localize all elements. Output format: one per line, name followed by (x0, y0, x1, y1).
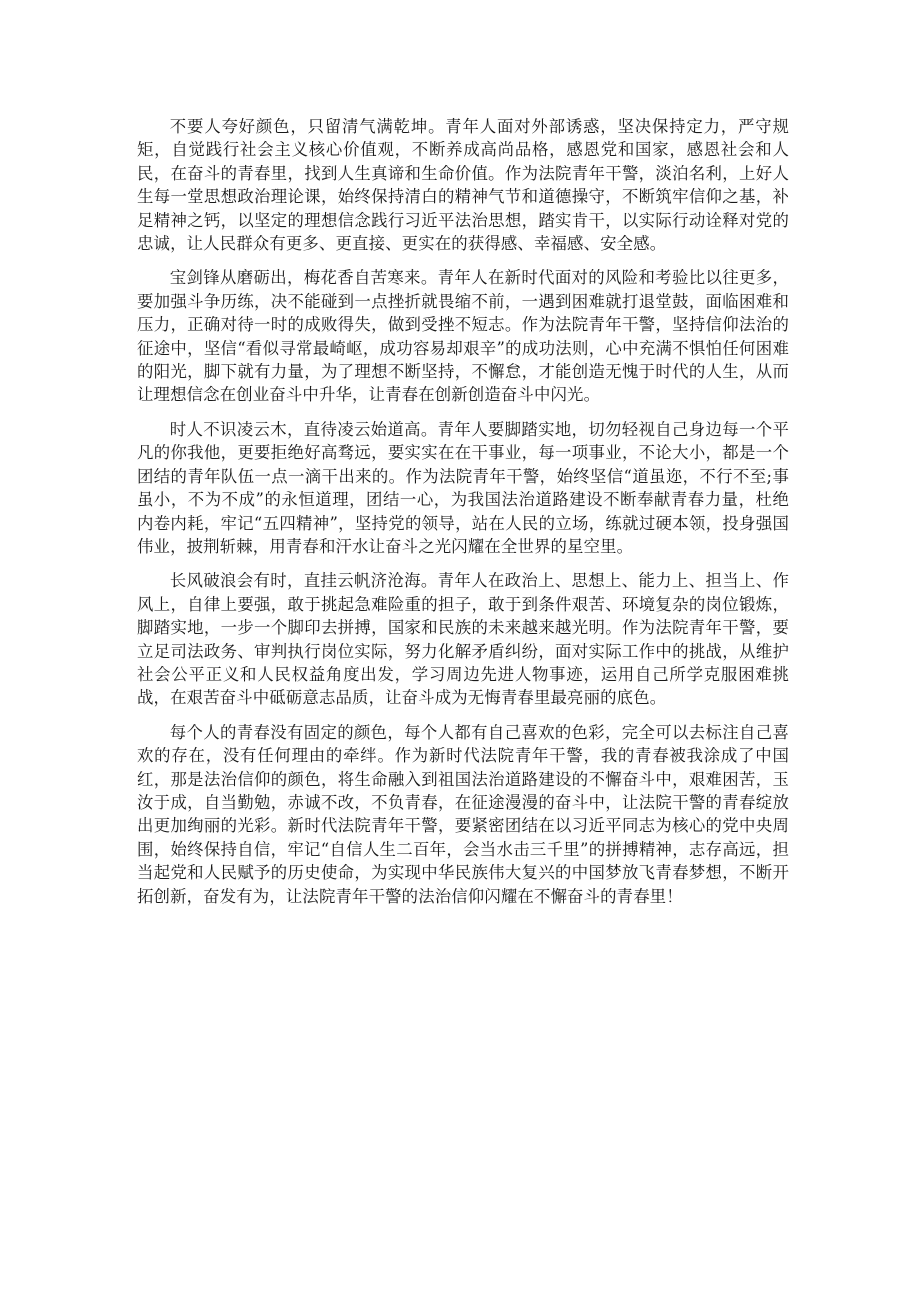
paragraph-5: 每个人的青春没有固定的颜色，每个人都有自己喜欢的色彩，完全可以去标注自己喜欢的存在，没有任何理由的牵绊。作为新时代法院青年干警，我的青春被我涂成了中国红，那是法治信仰的颜色，将生命融入到祖国法治道路建设的不懈奋斗中，艰难困苦，玉汝于成，自当勤勉，赤诚不改，不负青春，在征途漫漫的奋斗中，让法院干警的青春绽放出更加绚丽的光彩。新时代法院青年干警，要紧密团结在以习近平同志为核心的党中央周围，始终保持自信，牢记“自信人生二百年，会当水击三千里”的拼搏精神，志存高远，担当起党和人民赋予的历史使命，为实现中华民族伟大复兴的中国梦放飞青春梦想，不断开拓创新，奋发有为，让法院青年干警的法治信仰闪耀在不懈奋斗的青春里！ (137, 722, 789, 906)
paragraph-2: 宝剑锋从磨砺出，梅花香自苦寒来。青年人在新时代面对的风险和考验比以往更多，要加强斗争历练，决不能碰到一点挫折就畏缩不前，一遇到困难就打退堂鼓，面临困难和压力，正确对待一时的成败得失，做到受挫不短志。作为法院青年干警，坚持信仰法治的征途中，坚信“看似寻常最崎岖，成功容易却艰辛”的成功法则，心中充满不惧怕任何困难的阳光，脚下就有力量，为了理想不断坚持，不懈怠，才能创造无愧于时代的人生，从而让理想信念在创业奋斗中升华，让青春在创新创造奋斗中闪光。 (137, 268, 789, 405)
paragraph-3: 时人不识凌云木，直待凌云始道高。青年人要脚踏实地，切勿轻视自己身边每一个平凡的你我他，更要拒绝好高骛远，要实实在在干事业，每一项事业，不论大小，都是一个团结的青年队伍一点一滴干出来的。作为法院青年干警，始终坚信“道虽迩，不行不至;事虽小，不为不成”的永恒道理，团结一心，为我国法治道路建设不断奉献青春力量，杜绝内卷内耗，牢记“五四精神”，坚持党的领导，站在人民的立场，练就过硬本领，投身强国伟业，披荆斩棘，用青春和汗水让奋斗之光闪耀在全世界的星空里。 (137, 419, 789, 556)
paragraph-4: 长风破浪会有时，直挂云帆济沧海。青年人在政治上、思想上、能力上、担当上、作风上，自律上要强，敢于挑起急难险重的担子，敢于到条件艰苦、环境复杂的岗位锻炼，脚踏实地，一步一个脚印去拼搏，国家和民族的未来越来越光明。作为法院青年干警，要立足司法政务、审判执行岗位实际，努力化解矛盾纠纷，面对实际工作中的挑战，从维护社会公平正义和人民权益角度出发，学习周边先进人物事迹，运用自己所学克服困难挑战，在艰苦奋斗中砥砺意志品质，让奋斗成为无悔青春里最亮丽的底色。 (137, 571, 789, 708)
paragraph-1: 不要人夸好颜色，只留清气满乾坤。青年人面对外部诱惑，坚决保持定力，严守规矩，自觉践行社会主义核心价值观，不断养成高尚品格，感恩党和国家，感恩社会和人民，在奋斗的青春里，找到人生真谛和生命价值。作为法院青年干警，淡泊名利，上好人生每一堂思想政治理论课，始终保持清白的精神气节和道德操守，不断筑牢信仰之基，补足精神之钙，以坚定的理想信念践行习近平法治思想，踏实肯干，以实际行动诠释对党的忠诚，让人民群众有更多、更直接、更实在的获得感、幸福感、安全感。 (137, 117, 789, 254)
document-body (137, 115, 789, 919)
